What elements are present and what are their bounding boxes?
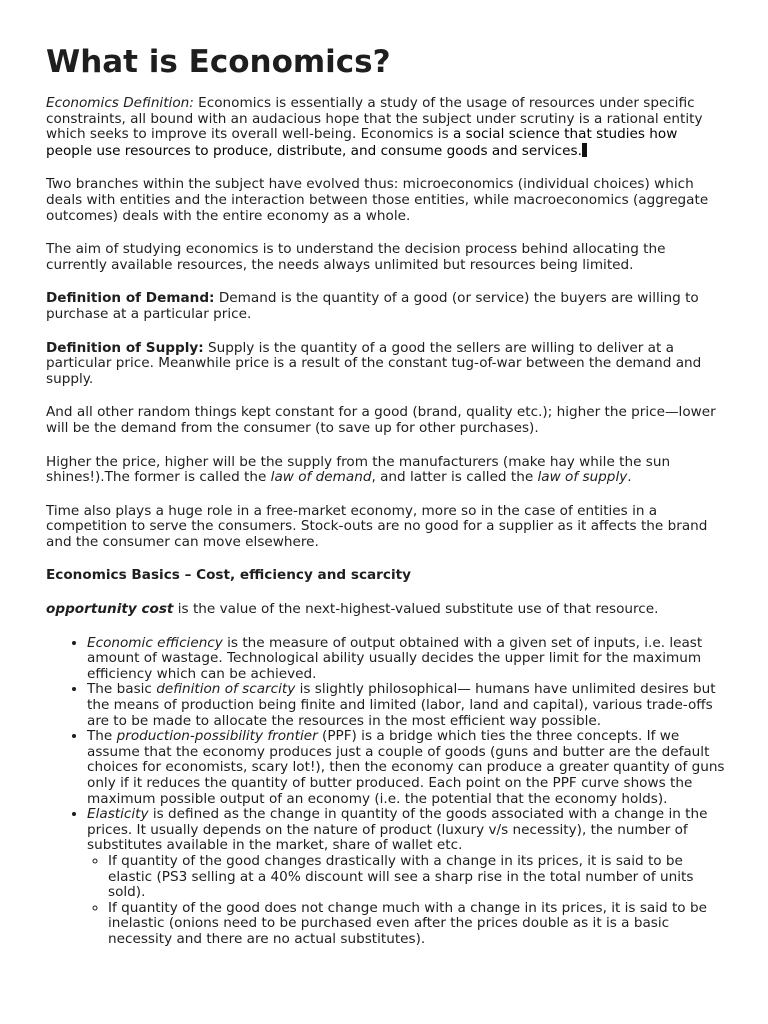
supply-definition-paragraph — [46, 341, 726, 388]
list-item-elastic: ◦ If quantity of the good changes drastically with a change in its prices, it is said to be elastic (PS3 selling at a 40% discount will see a sharp rise in the total number of units sold). — [108, 854, 726, 901]
ppf-text: (PPF) is a bridge which ties the three concepts. If we assume that the economy produces just a couple of goods (guns and butter are the default choices for economists, scary lot!), then the economy can produce a greater quantity of guns only if it reduces the quantity of butter produced. Each point on the PPF curve shows the maximum possible output of an economy (i.e. the potential that the economy holds). — [87, 728, 725, 807]
elasticity-sublist — [87, 854, 726, 948]
opportunity-cost-term: opportunity cost — [46, 601, 174, 618]
list-item-inelastic: ◦ If quantity of the good does not change much with a change in its prices, it is said to be inelastic (onions need to be purchased even after the prices double as it is a basic necessity and there are no actual substitutes). — [108, 901, 726, 948]
aim-paragraph: The aim of studying economics is to understand the decision process behind allocating the currently available resources, the needs always unlimited but resources being limited. — [46, 241, 666, 273]
economics-definition-highlight: a social science that studies how people use resources to produce, distribute, and consume goods and services. — [46, 126, 678, 159]
list-item-efficiency — [87, 636, 726, 683]
list-item-elasticity — [87, 807, 726, 947]
elasticity-text: is defined as the change in quantity of the goods associated with a change in the prices. It usually depends on the nature of product (luxury v/s necessity), the number of substitutes available in the market, share of wallet etc. — [87, 806, 708, 854]
scarcity-pre: The basic — [87, 681, 157, 698]
law-of-demand-term: law of demand — [270, 469, 372, 486]
law-of-supply-term: law of supply — [537, 469, 628, 486]
elasticity-term: Elasticity — [87, 806, 149, 823]
demand-law-paragraph: And all other random things kept constant for a good (brand, quality etc.); higher the price—lower will be the demand from the consumer (to save up for other purchases). — [46, 404, 716, 436]
scarcity-text: is slightly philosophical— humans have unlimited desires but the means of production being finite and limited (labor, land and capital), various trade-offs are to be made to allocate the resources in the most efficient way possible. — [87, 681, 716, 729]
list-item-scarcity — [87, 682, 726, 729]
section-heading: Economics Basics – Cost, efficiency and scarcity — [46, 567, 411, 584]
supply-law-text-1: Higher the price, higher will be the supply from the manufacturers (make hay while the sun shines!).The former is called the — [46, 453, 671, 486]
supply-definition-text: Supply is the quantity of a good the sellers are willing to deliver at a particular price. Meanwhile price is a result of the constant tug-of-war between the demand and supply. — [46, 339, 702, 387]
economics-definition-paragraph — [46, 96, 726, 159]
efficiency-term: Economic efficiency — [87, 634, 223, 651]
ppf-term: production-possibility frontier — [116, 728, 318, 745]
list-item-ppf — [87, 729, 726, 807]
page-title: What is Economics? — [46, 44, 391, 80]
document-page — [46, 40, 726, 948]
economics-definition-label: Economics Definition: — [46, 95, 194, 111]
opportunity-cost-paragraph — [46, 602, 726, 618]
supply-law-text-2: , and latter is called the — [371, 469, 538, 486]
ppf-pre: The — [87, 728, 117, 745]
opportunity-cost-text: is the value of the next-highest-valued substitute use of that resource. — [173, 601, 659, 618]
supply-law-text-3: . — [627, 469, 632, 486]
concepts-list — [46, 636, 726, 948]
demand-definition-paragraph — [46, 291, 726, 322]
supply-definition-label: Definition of Supply: — [46, 339, 204, 356]
scarcity-term: definition of scarcity — [156, 681, 296, 698]
text-cursor — [582, 143, 587, 157]
demand-definition-label: Definition of Demand: — [46, 290, 215, 307]
time-paragraph: Time also plays a huge role in a free-market economy, more so in the case of entities in a competition to serve the consumers. Stock-outs are no good for a supplier as it affects the brand and the consumer can move elsewhere. — [46, 502, 708, 550]
economics-definition-text: Economics is essentially a study of the usage of resources under specific constraints, all bound with an audacious hope that the subject under scrutiny is a rational entity which seeks to improve its overall well-being. Economics is — [46, 95, 703, 143]
demand-definition-text: Demand is the quantity of a good (or service) the buyers are willing to purchase at a particular price. — [46, 290, 699, 322]
branches-paragraph: Two branches within the subject have evolved thus: microeconomics (individual choices) which deals with entities and the interaction between those entities, while macroeconomics (aggregate outcomes) deals with the entire economy as a whole. — [46, 176, 709, 224]
efficiency-text: is the measure of output obtained with a given set of inputs, i.e. least amount of wastage. Technological ability usually decides the upper limit for the maximum efficiency which can be achieved. — [87, 634, 703, 682]
supply-law-paragraph — [46, 455, 726, 486]
